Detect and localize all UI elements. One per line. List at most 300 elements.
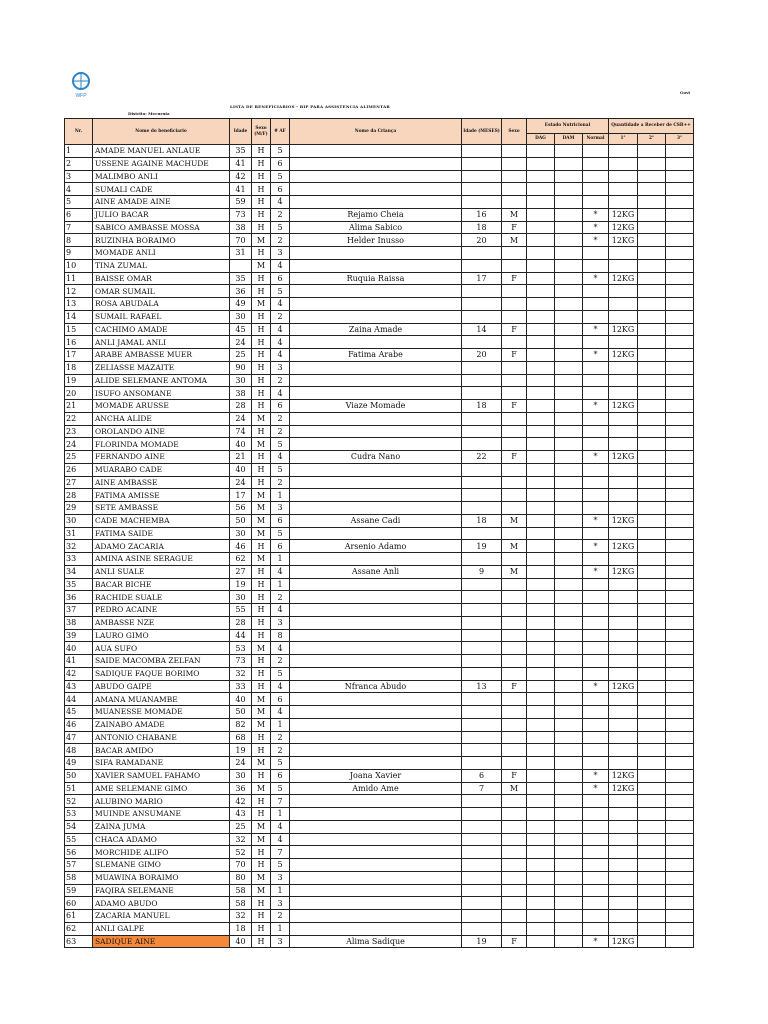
table-row xyxy=(65,655,694,668)
beneficiary-sex: M xyxy=(252,871,271,884)
qty-1-cell xyxy=(609,591,638,604)
qty-1-cell: 12KG xyxy=(609,451,638,464)
col-sex: Sexo (M/F) xyxy=(252,119,271,145)
beneficiary-name: FAQIRA SELEMANE xyxy=(93,884,230,897)
child-sex xyxy=(502,846,527,859)
beneficiary-name: USSENE AGAINE MACHUDE xyxy=(93,157,230,170)
wfp-logo-icon xyxy=(66,70,96,100)
child-name xyxy=(290,157,462,170)
dag-cell xyxy=(527,680,555,693)
child-name xyxy=(290,336,462,349)
child-age xyxy=(462,820,502,833)
dag-cell xyxy=(527,183,555,196)
table-row xyxy=(65,769,694,782)
child-sex xyxy=(502,285,527,298)
child-age xyxy=(462,884,502,897)
beneficiary-sex: M xyxy=(252,502,271,515)
qty-2-cell xyxy=(638,451,666,464)
normal-cell xyxy=(583,731,609,744)
beneficiary-age: 74 xyxy=(230,425,252,438)
col-normal: Normal xyxy=(583,134,609,145)
child-age xyxy=(462,285,502,298)
qty-1-cell xyxy=(609,387,638,400)
beneficiary-name: ADAMO ABUDO xyxy=(93,897,230,910)
qty-2-cell xyxy=(638,565,666,578)
dag-cell xyxy=(527,272,555,285)
child-sex: M xyxy=(502,514,527,527)
child-sex xyxy=(502,425,527,438)
beneficiary-age: 70 xyxy=(230,859,252,872)
row-nr: 38 xyxy=(65,616,93,629)
col-nutr-group: Estado Nutricional xyxy=(527,119,609,134)
qty-3-cell xyxy=(666,247,694,260)
beneficiary-sex: H xyxy=(252,731,271,744)
child-sex xyxy=(502,693,527,706)
row-nr: 4 xyxy=(65,183,93,196)
dam-cell xyxy=(555,145,583,158)
beneficiary-name: ALIDE SELEMANE ANTOMA xyxy=(93,374,230,387)
child-sex xyxy=(502,438,527,451)
child-age xyxy=(462,578,502,591)
row-nr: 63 xyxy=(65,935,93,948)
qty-1-cell xyxy=(609,285,638,298)
table-row xyxy=(65,463,694,476)
child-name xyxy=(290,655,462,668)
qty-3-cell xyxy=(666,514,694,527)
dam-cell xyxy=(555,310,583,323)
household-size: 3 xyxy=(271,247,290,260)
dag-cell xyxy=(527,642,555,655)
dam-cell xyxy=(555,718,583,731)
child-name xyxy=(290,757,462,770)
qty-2-cell xyxy=(638,922,666,935)
beneficiary-sex: H xyxy=(252,310,271,323)
beneficiary-age: 38 xyxy=(230,387,252,400)
beneficiary-age: 42 xyxy=(230,170,252,183)
col-child-sex: Sexo xyxy=(502,119,527,145)
beneficiary-name: AINE AMADE AINE xyxy=(93,196,230,209)
child-sex xyxy=(502,820,527,833)
row-nr: 57 xyxy=(65,859,93,872)
table-row xyxy=(65,782,694,795)
beneficiary-sex: M xyxy=(252,438,271,451)
normal-cell xyxy=(583,310,609,323)
qty-3-cell xyxy=(666,846,694,859)
row-nr: 17 xyxy=(65,349,93,362)
dag-cell xyxy=(527,553,555,566)
dag-cell xyxy=(527,540,555,553)
dag-cell xyxy=(527,514,555,527)
beneficiary-age: 53 xyxy=(230,642,252,655)
qty-3-cell xyxy=(666,234,694,247)
qty-2-cell xyxy=(638,476,666,489)
table-row xyxy=(65,540,694,553)
row-nr: 34 xyxy=(65,565,93,578)
child-sex: F xyxy=(502,935,527,948)
dam-cell xyxy=(555,629,583,642)
beneficiary-name: ZAINABO AMADE xyxy=(93,718,230,731)
normal-cell xyxy=(583,196,609,209)
normal-cell xyxy=(583,285,609,298)
child-name xyxy=(290,591,462,604)
dag-cell xyxy=(527,667,555,680)
beneficiary-age: 25 xyxy=(230,820,252,833)
row-nr: 21 xyxy=(65,400,93,413)
dam-cell xyxy=(555,298,583,311)
table-row xyxy=(65,272,694,285)
child-age xyxy=(462,655,502,668)
beneficiary-age: 28 xyxy=(230,400,252,413)
child-name xyxy=(290,387,462,400)
qty-2-cell xyxy=(638,463,666,476)
child-sex xyxy=(502,489,527,502)
child-age xyxy=(462,833,502,846)
child-age xyxy=(462,706,502,719)
normal-cell xyxy=(583,145,609,158)
beneficiary-sex: H xyxy=(252,769,271,782)
child-name xyxy=(290,298,462,311)
household-size: 3 xyxy=(271,616,290,629)
col-qty-2: 2° xyxy=(638,134,666,145)
beneficiary-name: FERNANDO AINE xyxy=(93,451,230,464)
household-size: 7 xyxy=(271,795,290,808)
dag-cell xyxy=(527,871,555,884)
dag-cell xyxy=(527,757,555,770)
dag-cell xyxy=(527,629,555,642)
household-size: 4 xyxy=(271,298,290,311)
beneficiary-name: CHACA ADAMO xyxy=(93,833,230,846)
table-row xyxy=(65,425,694,438)
beneficiary-name: AUA SUFO xyxy=(93,642,230,655)
household-size: 6 xyxy=(271,514,290,527)
dag-cell xyxy=(527,795,555,808)
row-nr: 56 xyxy=(65,846,93,859)
beneficiary-name: RUZINHA BORAIMO xyxy=(93,234,230,247)
row-nr: 5 xyxy=(65,196,93,209)
qty-3-cell xyxy=(666,476,694,489)
beneficiary-sex: H xyxy=(252,846,271,859)
qty-1-cell xyxy=(609,667,638,680)
household-size: 4 xyxy=(271,833,290,846)
child-age xyxy=(462,757,502,770)
qty-3-cell xyxy=(666,591,694,604)
dag-cell xyxy=(527,820,555,833)
child-sex xyxy=(502,374,527,387)
child-name xyxy=(290,183,462,196)
beneficiary-age: 41 xyxy=(230,157,252,170)
child-sex xyxy=(502,922,527,935)
table-row xyxy=(65,400,694,413)
row-nr: 22 xyxy=(65,412,93,425)
beneficiary-age: 27 xyxy=(230,565,252,578)
table-row xyxy=(65,744,694,757)
dam-cell xyxy=(555,234,583,247)
beneficiary-age: 90 xyxy=(230,361,252,374)
beneficiary-sex: H xyxy=(252,196,271,209)
beneficiary-age: 28 xyxy=(230,616,252,629)
beneficiary-age: 35 xyxy=(230,145,252,158)
qty-2-cell xyxy=(638,361,666,374)
child-age xyxy=(462,922,502,935)
table-row xyxy=(65,208,694,221)
normal-cell xyxy=(583,578,609,591)
dam-cell xyxy=(555,438,583,451)
beneficiary-sex: H xyxy=(252,183,271,196)
beneficiary-sex: M xyxy=(252,706,271,719)
normal-cell: * xyxy=(583,514,609,527)
child-name xyxy=(290,795,462,808)
child-age xyxy=(462,502,502,515)
qty-3-cell xyxy=(666,170,694,183)
child-name xyxy=(290,629,462,642)
child-age xyxy=(462,693,502,706)
table-row xyxy=(65,361,694,374)
child-age xyxy=(462,157,502,170)
table-row xyxy=(65,808,694,821)
beneficiary-age: 31 xyxy=(230,247,252,260)
beneficiary-name: AME SELEMANE GIMO xyxy=(93,782,230,795)
beneficiary-age: 52 xyxy=(230,846,252,859)
beneficiary-sex: H xyxy=(252,935,271,948)
beneficiary-age: 19 xyxy=(230,744,252,757)
dam-cell xyxy=(555,387,583,400)
household-size: 4 xyxy=(271,451,290,464)
beneficiary-sex: H xyxy=(252,425,271,438)
normal-cell xyxy=(583,361,609,374)
row-nr: 13 xyxy=(65,298,93,311)
qty-1-cell xyxy=(609,196,638,209)
row-nr: 49 xyxy=(65,757,93,770)
dag-cell xyxy=(527,655,555,668)
table-row xyxy=(65,922,694,935)
household-size: 4 xyxy=(271,680,290,693)
child-age xyxy=(462,808,502,821)
child-sex xyxy=(502,553,527,566)
qty-1-cell: 12KG xyxy=(609,540,638,553)
normal-cell xyxy=(583,808,609,821)
child-sex xyxy=(502,706,527,719)
qty-2-cell xyxy=(638,285,666,298)
child-name: Fatima Arabe xyxy=(290,349,462,362)
child-age xyxy=(462,667,502,680)
child-name xyxy=(290,808,462,821)
qty-1-cell xyxy=(609,145,638,158)
normal-cell xyxy=(583,922,609,935)
child-sex xyxy=(502,667,527,680)
child-sex xyxy=(502,298,527,311)
normal-cell xyxy=(583,336,609,349)
child-name: Assane Cadi xyxy=(290,514,462,527)
normal-cell xyxy=(583,412,609,425)
child-name xyxy=(290,259,462,272)
beneficiary-name: MORCHIDE ALIFO xyxy=(93,846,230,859)
qty-3-cell xyxy=(666,871,694,884)
normal-cell: * xyxy=(583,680,609,693)
beneficiary-sex: M xyxy=(252,718,271,731)
row-nr: 9 xyxy=(65,247,93,260)
beneficiary-name: AMADE MANUEL ANLAUE xyxy=(93,145,230,158)
qty-3-cell xyxy=(666,629,694,642)
row-nr: 59 xyxy=(65,884,93,897)
row-nr: 54 xyxy=(65,820,93,833)
household-size: 1 xyxy=(271,489,290,502)
child-sex xyxy=(502,336,527,349)
child-name xyxy=(290,310,462,323)
dam-cell xyxy=(555,922,583,935)
household-size: 4 xyxy=(271,336,290,349)
qty-3-cell xyxy=(666,706,694,719)
qty-2-cell xyxy=(638,820,666,833)
col-af: # AF xyxy=(271,119,290,145)
beneficiary-age: 24 xyxy=(230,336,252,349)
row-nr: 51 xyxy=(65,782,93,795)
qty-2-cell xyxy=(638,196,666,209)
beneficiary-age: 50 xyxy=(230,706,252,719)
qty-2-cell xyxy=(638,272,666,285)
qty-1-cell xyxy=(609,744,638,757)
qty-1-cell xyxy=(609,157,638,170)
qty-3-cell xyxy=(666,718,694,731)
household-size: 3 xyxy=(271,897,290,910)
dam-cell xyxy=(555,871,583,884)
qty-3-cell xyxy=(666,336,694,349)
table-row xyxy=(65,323,694,336)
qty-1-cell xyxy=(609,578,638,591)
dag-cell xyxy=(527,285,555,298)
table-row xyxy=(65,680,694,693)
dag-cell xyxy=(527,374,555,387)
beneficiary-age: 24 xyxy=(230,476,252,489)
beneficiary-age: 40 xyxy=(230,463,252,476)
household-size: 5 xyxy=(271,145,290,158)
child-age: 17 xyxy=(462,272,502,285)
child-age xyxy=(462,336,502,349)
normal-cell: * xyxy=(583,208,609,221)
table-row xyxy=(65,387,694,400)
qty-3-cell xyxy=(666,157,694,170)
row-nr: 12 xyxy=(65,285,93,298)
beneficiary-name: SADIQUE AINE xyxy=(93,935,230,948)
normal-cell: * xyxy=(583,935,609,948)
household-size: 1 xyxy=(271,718,290,731)
beneficiary-age: 30 xyxy=(230,374,252,387)
qty-1-cell: 12KG xyxy=(609,565,638,578)
beneficiary-name: SLEMANE GIMO xyxy=(93,859,230,872)
qty-2-cell xyxy=(638,208,666,221)
household-size: 3 xyxy=(271,502,290,515)
normal-cell xyxy=(583,157,609,170)
household-size: 5 xyxy=(271,221,290,234)
child-sex xyxy=(502,157,527,170)
beneficiary-sex: H xyxy=(252,387,271,400)
beneficiary-name: BACAR AMIDO xyxy=(93,744,230,757)
child-age xyxy=(462,642,502,655)
row-nr: 1 xyxy=(65,145,93,158)
qty-1-cell: 12KG xyxy=(609,400,638,413)
beneficiary-age: 40 xyxy=(230,693,252,706)
child-name xyxy=(290,361,462,374)
row-nr: 8 xyxy=(65,234,93,247)
child-sex: M xyxy=(502,540,527,553)
beneficiary-sex: H xyxy=(252,616,271,629)
child-name xyxy=(290,285,462,298)
row-nr: 42 xyxy=(65,667,93,680)
qty-2-cell xyxy=(638,323,666,336)
qty-3-cell xyxy=(666,438,694,451)
normal-cell xyxy=(583,795,609,808)
child-age xyxy=(462,795,502,808)
household-size: 1 xyxy=(271,553,290,566)
normal-cell xyxy=(583,247,609,260)
beneficiary-age: 50 xyxy=(230,514,252,527)
household-size: 6 xyxy=(271,540,290,553)
beneficiary-sex: M xyxy=(252,527,271,540)
household-size: 2 xyxy=(271,591,290,604)
dam-cell xyxy=(555,782,583,795)
dam-cell xyxy=(555,884,583,897)
table-row xyxy=(65,476,694,489)
dam-cell xyxy=(555,820,583,833)
qty-3-cell xyxy=(666,642,694,655)
normal-cell xyxy=(583,897,609,910)
qty-2-cell xyxy=(638,731,666,744)
row-nr: 44 xyxy=(65,693,93,706)
beneficiary-table xyxy=(64,118,694,948)
qty-3-cell xyxy=(666,183,694,196)
child-sex xyxy=(502,616,527,629)
qty-3-cell xyxy=(666,859,694,872)
normal-cell xyxy=(583,170,609,183)
child-age xyxy=(462,591,502,604)
child-name: Cudra Nano xyxy=(290,451,462,464)
child-age xyxy=(462,476,502,489)
beneficiary-age: 73 xyxy=(230,208,252,221)
household-size: 4 xyxy=(271,387,290,400)
child-name xyxy=(290,731,462,744)
child-age xyxy=(462,910,502,923)
dag-cell xyxy=(527,476,555,489)
dam-cell xyxy=(555,208,583,221)
qty-2-cell xyxy=(638,935,666,948)
qty-1-cell: 12KG xyxy=(609,782,638,795)
dam-cell xyxy=(555,833,583,846)
table-row xyxy=(65,693,694,706)
child-name: Nfranca Abudo xyxy=(290,680,462,693)
table-row xyxy=(65,247,694,260)
beneficiary-age: 38 xyxy=(230,221,252,234)
child-name xyxy=(290,412,462,425)
beneficiary-name: MUAWINA BORAIMO xyxy=(93,871,230,884)
child-age xyxy=(462,897,502,910)
beneficiary-age: 32 xyxy=(230,910,252,923)
qty-2-cell xyxy=(638,693,666,706)
dam-cell xyxy=(555,196,583,209)
qty-2-cell xyxy=(638,336,666,349)
normal-cell xyxy=(583,846,609,859)
table-row xyxy=(65,795,694,808)
dag-cell xyxy=(527,451,555,464)
beneficiary-age: 45 xyxy=(230,323,252,336)
beneficiary-age: 55 xyxy=(230,604,252,617)
child-age xyxy=(462,604,502,617)
dam-cell xyxy=(555,400,583,413)
qty-2-cell xyxy=(638,833,666,846)
table-row xyxy=(65,642,694,655)
col-qty-1: 1° xyxy=(609,134,638,145)
qty-3-cell xyxy=(666,922,694,935)
beneficiary-age: 17 xyxy=(230,489,252,502)
child-sex xyxy=(502,259,527,272)
